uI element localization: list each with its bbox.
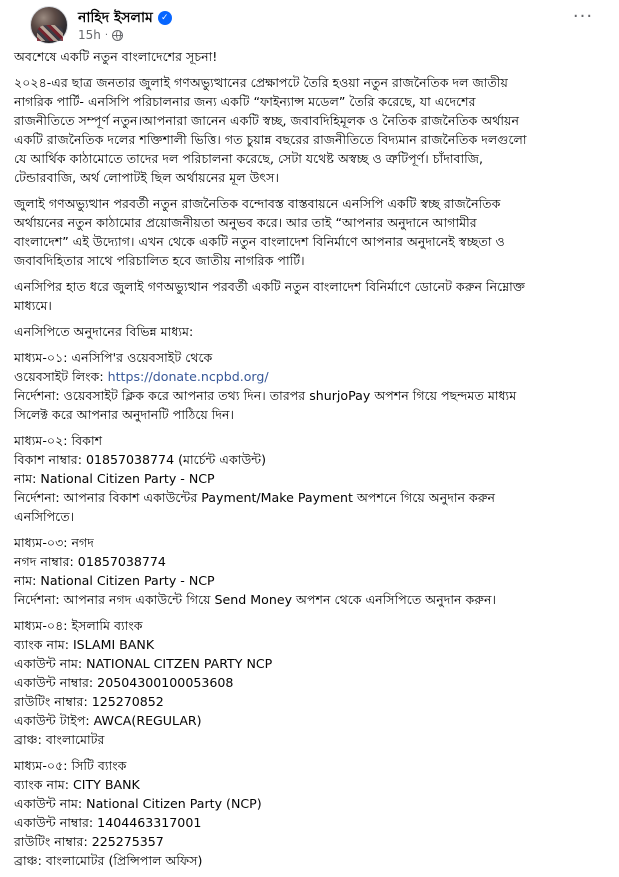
text-line: রাউটিং নাম্বার: 225275357: [14, 834, 164, 849]
text-line: এনসিপির হাত ধরে জুলাই গণঅভ্যুত্থান পরবর্তী একটি নতুন বাংলাদেশ বিনির্মাণে ডোনেট করুন নিম্নোক্ত: [14, 279, 526, 294]
author-row: [78, 6, 172, 30]
text-line: নাম: National Citizen Party - NCP: [14, 573, 215, 588]
text-line: নগদ নাম্বার: 01857038774: [14, 554, 166, 569]
text-line: একাউন্ট নাম্বার: 1404463317001: [14, 815, 202, 830]
text-line: জবাবদিহিতার সাথে পরিচালিত হবে জাতীয় নাগরিক পার্টি।: [14, 253, 305, 268]
text-line: নাম: National Citizen Party - NCP: [14, 471, 215, 486]
method-title: মাধ্যম-০১: এনসিপি'র ওয়েবসাইট থেকে: [14, 350, 213, 365]
paragraph-background: [14, 73, 609, 187]
method-title: মাধ্যম-০৪: ইসলামি ব্যাংক: [14, 618, 143, 633]
text-line: একাউন্ট টাইপ: AWCA(REGULAR): [14, 713, 202, 728]
paragraph-intro: [14, 47, 609, 66]
post-header: [16, 0, 603, 48]
author-name[interactable]: নাহিদ ইসলাম: [78, 10, 153, 26]
text-line: নির্দেশনা: আপনার বিকাশ একাউন্টের Payment/Make Payment অপশনে গিয়ে অনুদান করুন: [14, 490, 496, 505]
method-islami-bank: [14, 616, 609, 749]
text-line: টেন্ডারবাজি, অর্থ লোপাটই ছিল অর্থায়নের মূল উৎস।: [14, 170, 279, 185]
text-line: একটি রাজনৈতিক দলের শক্তিশালী ভিত্তি। গত চুয়ান্ন বছরের রাজনীতিতে বিদ্যমান রাজনৈতিক দলগুলো: [14, 132, 527, 147]
method-city-bank: [14, 756, 609, 870]
text-line: ব্রাঞ্চ: বাংলামোটর: [14, 732, 105, 747]
text-line: রাউটিং নাম্বার: 125270852: [14, 694, 164, 709]
meta-separator: ·: [104, 29, 109, 41]
website-link-label: ওয়েবসাইট লিংক:: [14, 369, 108, 384]
text-line: জুলাই গণঅভ্যুত্থান পরবর্তী নতুন রাজনৈতিক বন্দোবস্ত বাস্তবায়নে এনসিপি একটি স্বচ্ছ রাজনৈতিক: [14, 196, 501, 211]
verified-badge-icon: ✓: [158, 11, 172, 25]
text-line: একাউন্ট নাম: National Citizen Party (NCP): [14, 796, 262, 811]
text-line: একাউন্ট নাম: NATIONAL CITZEN PARTY NCP: [14, 656, 273, 671]
method-title: মাধ্যম-০৫: সিটি ব্যাংক: [14, 758, 127, 773]
text-line: বিকাশ নাম্বার: 01857038774 (মার্চেন্ট একাউন্ট): [14, 452, 267, 467]
text-line: মাধ্যমে।: [14, 298, 52, 313]
text-line: রাজনীতিতে সম্পূর্ণ নতুন।আপনারা জানেন একটি স্বচ্ছ, জবাবদিহিমূলক ও নৈতিক রাজনৈতিক অর্থায়ন: [14, 113, 519, 128]
post-body: [14, 47, 609, 877]
method-website: [14, 348, 609, 424]
text-line: নির্দেশনা: ওয়েবসাইট ক্লিক করে আপনার তথ্য দিন। তারপর shurjoPay অপশন গিয়ে পছন্দমত মাধ্যম: [14, 388, 517, 403]
text-line: ২০২৪-এর ছাত্র জনতার জুলাই গণঅভ্যুত্থানের প্রেক্ষাপটে তৈরি হওয়া নতুন রাজনৈতিক দল জাতীয়: [14, 75, 508, 90]
method-nagad: [14, 533, 609, 609]
text-line: বাংলাদেশ” এই উদ্যোগ। এখন থেকে একটি নতুন বাংলাদেশ বিনির্মাণে আপনার অনুদানেই স্বচ্ছতা ও: [14, 234, 505, 249]
post-meta: [78, 28, 123, 42]
donate-website-link[interactable]: https://donate.ncpbd.org/: [107, 369, 269, 384]
text-line: ব্রাঞ্চ: বাংলামোটর (প্রিন্সিপাল অফিস): [14, 853, 203, 868]
method-title: মাধ্যম-০২: বিকাশ: [14, 433, 103, 448]
globe-icon: [112, 30, 123, 41]
paragraph-call-to-donate: [14, 277, 609, 315]
paragraph-methods-heading: [14, 322, 609, 341]
text-line: সিলেক্ট করে আপনার অনুদানটি পাঠিয়ে দিন।: [14, 407, 235, 422]
text-line: নাগরিক পার্টি- এনসিপি পরিচালনার জন্য একটি “ফাইন্যান্স মডেল” তৈরি করেছে, যা এদেশের: [14, 94, 476, 109]
text-line: একাউন্ট নাম্বার: 20504300100053608: [14, 675, 234, 690]
website-link-line: [14, 367, 609, 386]
text-line: অবশেষে একটি নতুন বাংলাদেশের সূচনা!: [14, 49, 218, 64]
text-line: এনসিপিতে।: [14, 509, 75, 524]
text-line: এনসিপিতে অনুদানের বিভিন্ন মাধ্যম:: [14, 324, 194, 339]
post-timestamp[interactable]: 15h: [78, 28, 101, 42]
paragraph-initiative: [14, 194, 609, 270]
more-options-button[interactable]: ···: [572, 6, 594, 27]
text-line: যে আর্থিক কাঠামোতে তাদের দল পরিচালনা করেছে, সেটা যথেষ্ট অস্বচ্ছ ও ত্রুটিপূর্ণ। চাঁদাবাজি,: [14, 151, 484, 166]
method-title: মাধ্যম-০৩: নগদ: [14, 535, 94, 550]
text-line: অর্থায়নের নতুন কাঠামোর প্রয়োজনীয়তা অনুভব করে। আর তাই “আপনার অনুদানে আগামীর: [14, 215, 477, 230]
text-line: ব্যাংক নাম: ISLAMI BANK: [14, 637, 155, 652]
text-line: ব্যাংক নাম: CITY BANK: [14, 777, 140, 792]
text-line: নির্দেশনা: আপনার নগদ একাউন্টে গিয়ে Send Money অপশন থেকে এনসিপিতে অনুদান করুন।: [14, 592, 496, 607]
author-avatar[interactable]: [30, 6, 68, 44]
method-bkash: [14, 431, 609, 526]
